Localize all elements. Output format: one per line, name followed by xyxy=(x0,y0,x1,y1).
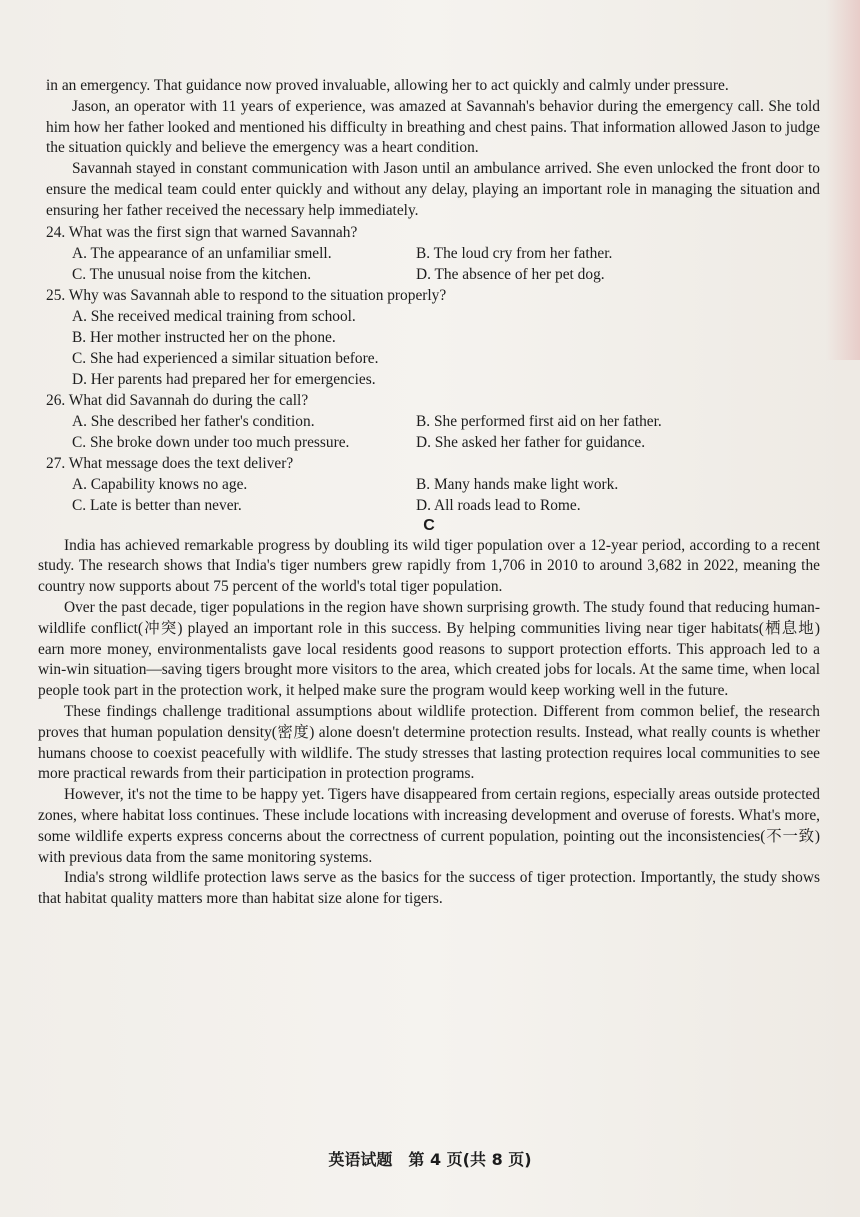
question-stem: 27. What message does the text deliver? xyxy=(46,454,294,472)
option-c: C. She had experienced a similar situation before. xyxy=(72,349,379,367)
option-c: C. She broke down under too much pressure. xyxy=(72,433,350,451)
question-list xyxy=(38,222,820,516)
option-a: A. She received medical training from school. xyxy=(72,307,356,325)
paragraph: However, it's not the time to be happy yet. Tigers have disappeared from certain regions, especially areas outside protected zones, where habitat loss continues. These include locations with increasing development and overuse of forests. What's more, some wildlife experts express concerns about the correctness of current population, pointing out the inconsistencies(不一致) with previous data from the same monitoring systems. xyxy=(38,786,820,866)
option-a: A. She described her father's condition. xyxy=(72,412,315,430)
paragraph: Savannah stayed in constant communication with Jason until an ambulance arrived. She even unlocked the front door to ensure the medical team could enter quickly and without any delay, playing an important role in managing the situation and ensuring her father received the necessary help immediately. xyxy=(46,160,820,219)
options xyxy=(38,306,820,390)
question-26 xyxy=(38,390,820,453)
paragraph: These findings challenge traditional assumptions about wildlife protection. Different from common belief, the research proves that human population density(密度) alone doesn't determine protection results. Instead, what really counts is whether humans choose to coexist peacefully with wildlife. The study stresses that lasting protection requires local communities to see more practical rewards from their participation in protection programs. xyxy=(38,702,820,783)
paragraph: Over the past decade, tiger populations in the region have shown surprising growth. The study found that reducing human-wildlife conflict(冲突) played an important role in this success. By helping communities living near tiger habitats(栖息地) earn more money, environmentalists gave local residents good reasons to support protection efforts. This approach led to a win-win situation—saving tigers brought more visitors to the area, which created jobs for locals. At the same time, when local people took part in the protection work, it helped make sure the program would keep working well in the future. xyxy=(38,598,820,700)
paragraph: India's strong wildlife protection laws serve as the basics for the success of tiger protection. Importantly, the study shows that habitat quality matters more than habitat size alone for tigers. xyxy=(38,869,820,908)
question-stem: 24. What was the first sign that warned Savannah? xyxy=(46,223,358,241)
option-d: D. All roads lead to Rome. xyxy=(416,496,581,514)
option-b: B. Her mother instructed her on the phone. xyxy=(72,328,336,346)
option-b: B. Many hands make light work. xyxy=(416,475,619,493)
option-a: A. The appearance of an unfamiliar smell. xyxy=(72,244,332,262)
page-edge-shadow xyxy=(826,0,860,360)
question-stem: 25. Why was Savannah able to respond to the situation properly? xyxy=(46,286,447,304)
question-24 xyxy=(38,222,820,285)
option-a: A. Capability knows no age. xyxy=(72,475,248,493)
paragraph: Jason, an operator with 11 years of experience, was amazed at Savannah's behavior during the emergency call. She told him how her father looked and mentioned his difficulty in breathing and chest pains. That information allowed Jason to judge the situation quickly and believe the emergency was a heart condition. xyxy=(46,97,820,157)
options xyxy=(38,411,820,453)
passage-b-continuation xyxy=(38,76,820,222)
paragraph: in an emergency. That guidance now proved invaluable, allowing her to act quickly and calmly under pressure. xyxy=(46,77,729,94)
passage-c xyxy=(38,536,820,910)
page-content xyxy=(38,76,820,910)
options xyxy=(38,474,820,516)
options xyxy=(38,243,820,285)
option-d: D. The absence of her pet dog. xyxy=(416,265,605,283)
option-d: D. Her parents had prepared her for emergencies. xyxy=(72,370,376,388)
option-b: B. The loud cry from her father. xyxy=(416,244,613,262)
option-c: C. Late is better than never. xyxy=(72,496,242,514)
option-c: C. The unusual noise from the kitchen. xyxy=(72,265,312,283)
option-b: B. She performed first aid on her father. xyxy=(416,412,662,430)
question-27 xyxy=(38,453,820,516)
question-stem: 26. What did Savannah do during the call? xyxy=(46,391,309,409)
option-d: D. She asked her father for guidance. xyxy=(416,433,646,451)
question-25 xyxy=(38,285,820,390)
paragraph: India has achieved remarkable progress by doubling its wild tiger population over a 12-year period, according to a recent study. The research shows that India's tiger numbers grew rapidly from 1,706 in 2010 to around 3,682 in 2022, meaning the country now supports about 75 percent of the world's total tiger population. xyxy=(38,536,820,596)
section-c-heading: C xyxy=(423,516,435,534)
page-footer: 英语试题 第 4 页(共 8 页) xyxy=(328,1150,532,1169)
